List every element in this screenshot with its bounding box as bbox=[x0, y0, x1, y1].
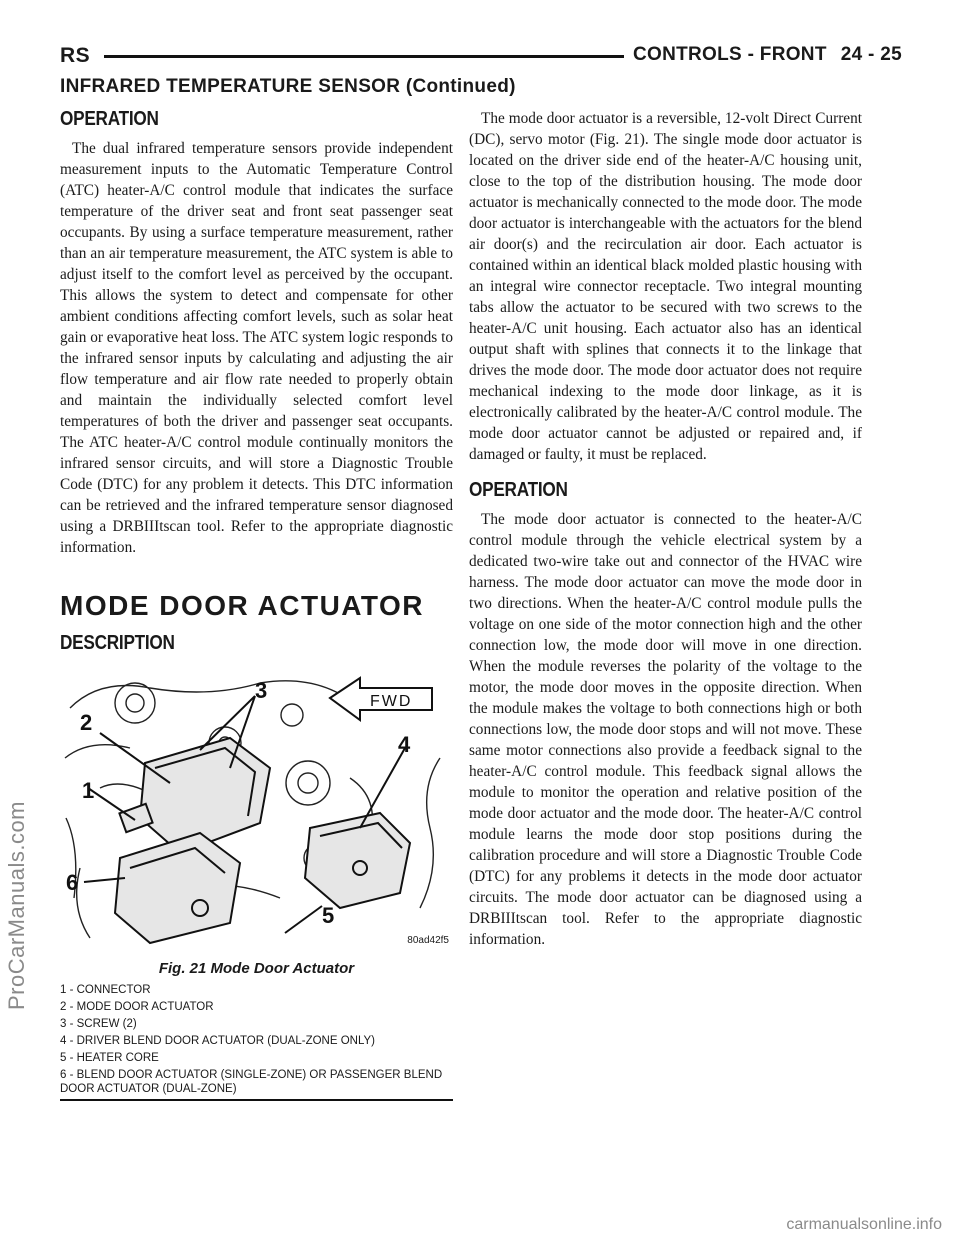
right-column bbox=[469, 108, 862, 950]
legend-item: 5 - HEATER CORE bbox=[60, 1052, 159, 1064]
callout-2: 2 bbox=[80, 710, 93, 735]
description-paragraph: The mode door actuator is a reversible, 12-volt Direct Current (DC), servo motor (Fig. 21). The single mode door actuator is located on the driver side end of the heater-A/C housing unit, close to the top of the distribution housing. The mode door actuator is mechanically connected to the mode door. The mode door actuator is interchangeable with the actuators for the blend air door(s) and the recirculation air door. Each actuator is contained within an identical black molded plastic housing with an integral wire connector receptacle. Two integral mounting tabs allow the actuator to be secured with two screws to the heater-A/C unit housing. Each actuator also has an identical output shaft with splines that connects it to the linkage that drives the mode door. The mode door actuator does not require mechanical indexing to the mode door linkage, as it is electronically calibrated by the heater-A/C control module. The mode door actuator cannot be adjusted or repaired and, if damaged or faulty, it must be replaced. bbox=[469, 110, 862, 463]
operation-paragraph-2: The mode door actuator is connected to the heater-A/C control module through the vehicle electrical system by a dedicated two-wire take out and connector of the HVAC wire harness. The mode door actuator can move the mode door in two directions. When the heater-A/C control module pulls the voltage on one side of the motor connection high and the other connection low, the mode door will move in one direction. When the module reverses the polarity of the voltage to the motor, the mode door moves in the opposite direction. When the module makes the voltage to both connections high or both connections low, the mode door stops and will not move. These same motor connections also provide a feedback signal to the heater-A/C control module. This feedback signal allows the module to monitor the operation and relative position of the mode door actuator and the mode door. The heater-A/C control module learns the mode door stop positions during the calibration procedure and will store a Diagnostic Trouble Code (DTC) for any problems it detects in the mode door actuator circuits. The mode door actuator can be diagnosed using a DRBIIItscan tool. Refer to the appropriate diagnostic information. bbox=[469, 511, 862, 948]
header-section bbox=[633, 44, 902, 66]
watermark-bottom: carmanualsonline.info bbox=[786, 1216, 942, 1233]
mode-door-actuator-figure bbox=[60, 668, 453, 952]
figure-code: 80ad42f5 bbox=[407, 935, 449, 946]
figure-legend bbox=[60, 983, 453, 1101]
callout-3: 3 bbox=[255, 678, 268, 703]
legend-item: 3 - SCREW (2) bbox=[60, 1018, 137, 1030]
actuator-illustration bbox=[60, 668, 453, 952]
header-page-number: 24 - 25 bbox=[840, 44, 902, 65]
operation-heading: OPERATION bbox=[60, 108, 159, 130]
continued-heading: INFRARED TEMPERATURE SENSOR (Continued) bbox=[60, 76, 516, 97]
callout-4: 4 bbox=[398, 732, 411, 757]
legend-item: 6 - BLEND DOOR ACTUATOR (SINGLE-ZONE) OR PASSENGER BLEND DOOR ACTUATOR (DUAL-ZONE) bbox=[60, 1069, 443, 1095]
fwd-label: FWD bbox=[370, 693, 413, 710]
watermark-side: ProCarManuals.com bbox=[4, 800, 29, 1010]
callout-1: 1 bbox=[82, 778, 95, 803]
header-rule bbox=[104, 55, 624, 58]
operation-paragraph: The dual infrared temperature sensors provide independent measurement inputs to the Automatic Temperature Control (ATC) heater-A/C control module that indicates the surface temperature of the driver seat and front seat passenger seat occupants. By using a surface temperature measurement, rather than an air temperature measurement, the ATC system is able to adjust itself to the comfort level as perceived by the occupant. This allows the system to detect and compensate for other ambient conditions affecting comfort levels, such as solar heat gain or evaporative heat loss. The ATC system logic responds to the infrared sensor inputs by calculating and adjusting the air flow temperature and air flow rate needed to properly obtain and maintain the individually selected comfort level temperatures of both the driver and passenger seat occupants. The ATC heater-A/C control module continually monitors the infrared sensor circuits, and will store a Diagnostic Trouble Code (DTC) for any problem it detects. This DTC information can be retrieved and the infrared temperature sensor diagnosed using a DRBIIItscan tool. Refer to the appropriate diagnostic information. bbox=[60, 140, 453, 556]
header-model-code: RS bbox=[60, 44, 91, 67]
section-title: MODE DOOR ACTUATOR bbox=[60, 590, 425, 621]
header-section-title: CONTROLS - FRONT bbox=[633, 44, 827, 65]
operation-heading-2: OPERATION bbox=[469, 479, 568, 501]
description-heading: DESCRIPTION bbox=[60, 632, 175, 654]
callout-5: 5 bbox=[322, 903, 335, 928]
legend-item: 2 - MODE DOOR ACTUATOR bbox=[60, 1001, 214, 1013]
figure-caption: Fig. 21 Mode Door Actuator bbox=[158, 960, 355, 977]
legend-item: 4 - DRIVER BLEND DOOR ACTUATOR (DUAL-ZONE ONLY) bbox=[60, 1035, 376, 1047]
left-column bbox=[60, 108, 453, 1104]
legend-item: 1 - CONNECTOR bbox=[60, 984, 151, 996]
callout-6: 6 bbox=[66, 870, 79, 895]
legend-rule bbox=[60, 1099, 453, 1101]
